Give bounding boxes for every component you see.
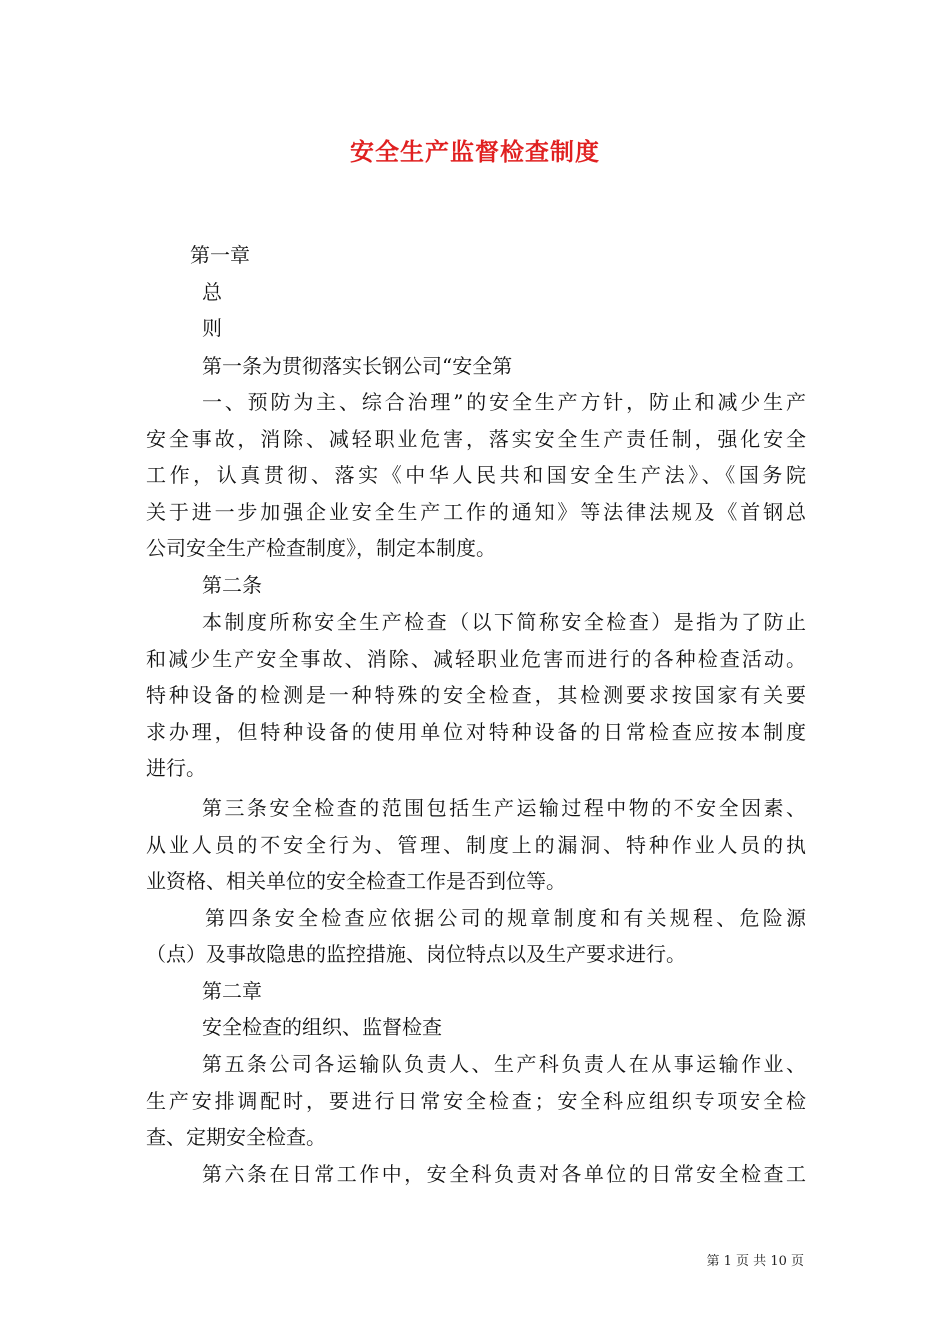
article-6-line-1: 第六条在日常工作中，安全科负责对各单位的日常安全检查工 <box>202 1162 806 1186</box>
chapter-2-title: 安全检查的组织、监督检查 <box>202 1015 442 1039</box>
article-2-line-5: 进行。 <box>146 756 206 780</box>
article-5-line-2: 生产安排调配时，要进行日常安全检查；安全科应组织专项安全检 <box>146 1089 806 1113</box>
article-1-line-4: 工作，认真贯彻、落实《中华人民共和国安全生产法》、《国务院 <box>146 463 806 487</box>
article-5-line-1: 第五条公司各运输队负责人、生产科负责人在从事运输作业、 <box>202 1052 806 1076</box>
article-5-line-3: 查、定期安全检查。 <box>146 1125 326 1149</box>
article-1-line-2: 一、预防为主、综合治理”的安全生产方针，防止和减少生产 <box>202 390 806 414</box>
article-1-line-3: 安全事故，消除、减轻职业危害，落实安全生产责任制，强化安全 <box>146 427 806 451</box>
article-3-line-2: 从业人员的不安全行为、管理、制度上的漏洞、特种作业人员的执 <box>146 833 806 857</box>
article-3-line-1: 第三条安全检查的范围包括生产运输过程中物的不安全因素、 <box>202 796 806 820</box>
article-3-line-3: 业资格、相关单位的安全检查工作是否到位等。 <box>146 869 566 893</box>
article-2-heading: 第二条 <box>202 573 262 597</box>
article-2-line-4: 求办理，但特种设备的使用单位对特种设备的日常检查应按本制度 <box>146 720 806 744</box>
chapter-2-heading: 第二章 <box>202 979 262 1003</box>
article-1-line-1: 第一条为贯彻落实长钢公司“安全第 <box>202 354 513 378</box>
chapter-1-heading: 第一章 <box>190 243 250 267</box>
article-4-line-2: （点）及事故隐患的监控措施、岗位特点以及生产要求进行。 <box>146 942 686 966</box>
article-1-line-6: 公司安全生产检查制度》，制定本制度。 <box>146 536 496 560</box>
chapter-1-title-char-1: 总 <box>202 280 222 304</box>
article-4-line-1: 第四条安全检查应依据公司的规章制度和有关规程、危险源 <box>205 906 806 930</box>
article-2-line-3: 特种设备的检测是一种特殊的安全检查，其检测要求按国家有关要 <box>146 683 806 707</box>
chapter-1-title-char-2: 则 <box>202 316 222 340</box>
article-2-line-2: 和减少生产安全事故、消除、减轻职业危害而进行的各种检查活动。 <box>146 647 806 671</box>
article-2-line-1: 本制度所称安全生产检查（以下简称安全检查）是指为了防止 <box>202 610 806 634</box>
article-1-line-5: 关于进一步加强企业安全生产工作的通知》等法律法规及《首钢总 <box>146 500 806 524</box>
page-number-footer: 第 1 页 共 10 页 <box>706 1254 804 1269</box>
document-title: 安全生产监督检查制度 <box>350 137 600 166</box>
